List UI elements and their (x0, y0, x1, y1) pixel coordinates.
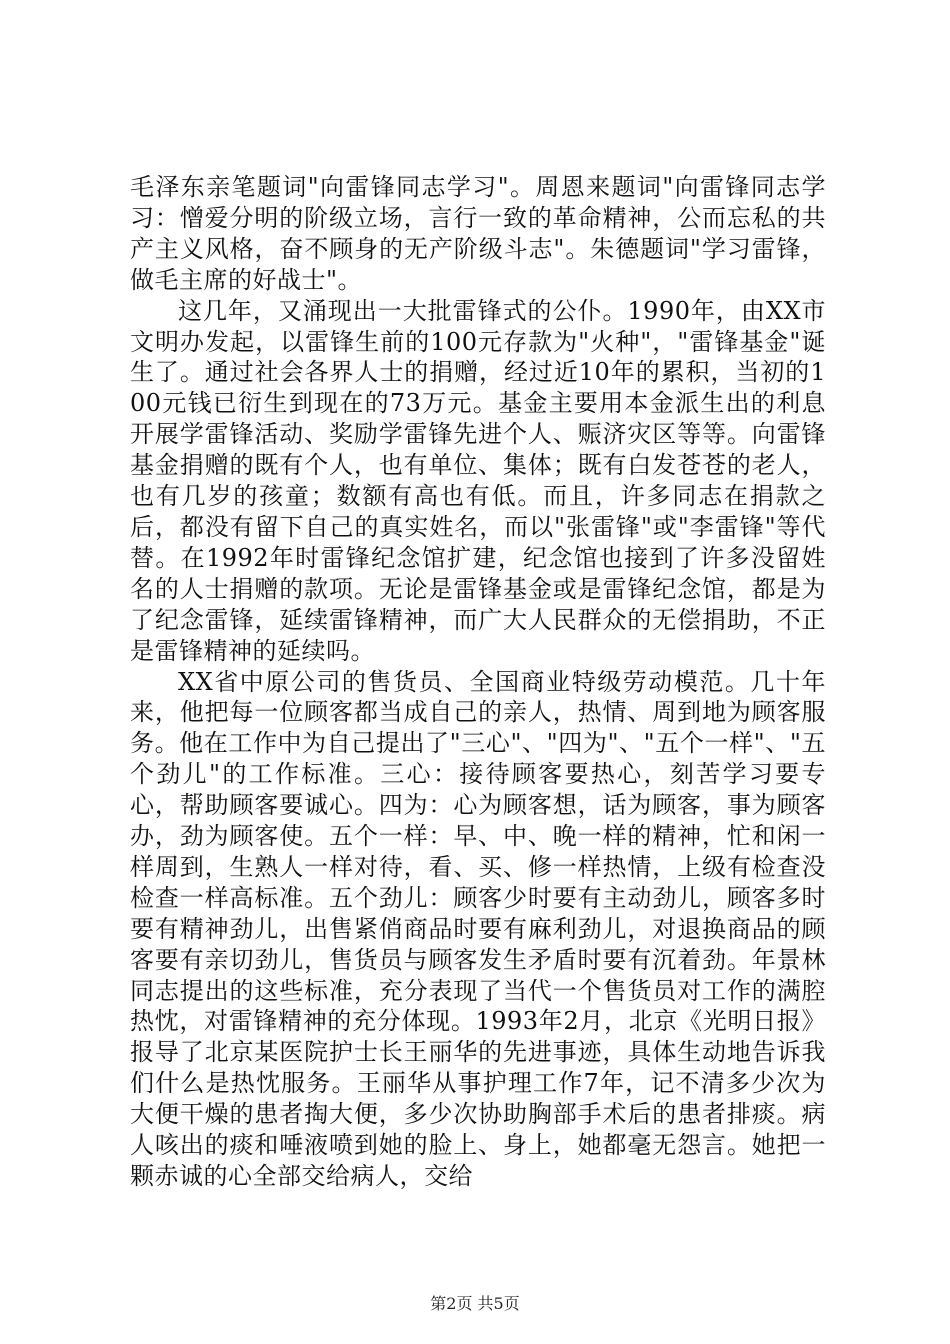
document-body (130, 172, 826, 1192)
paragraph-inscriptions: 毛泽东亲笔题词"向雷锋同志学习"。周恩来题词"向雷锋同志学习：憎爱分明的阶级立场，言行一致的革命精神，公而忘私的共产主义风格，奋不顾身的无产阶级斗志"。朱德题词"学习雷锋，做毛主席的好战士"。 (130, 173, 826, 294)
page-number-footer: 第2页 共5页 (430, 1294, 520, 1313)
paragraph-leifeng-fund: 这几年，又涌现出一大批雷锋式的公仆。1990年，由XX市文明办发起，以雷锋生前的100元存款为"火种"，"雷锋基金"诞生了。通过社会各界人士的捐赠，经过近10年的累积，当初的100元钱已衍生到现在的73万元。基金主要用本金派生出的利息开展学雷锋活动、奖励学雷锋先进个人、赈济灾区等等。向雷锋基金捐赠的既有个人，也有单位、集体；既有白发苍苍的老人，也有几岁的孩童；数额有高也有低。而且，许多同志在捐款之后，都没有留下自己的真实姓名，而以"张雷锋"或"李雷锋"等代替。在1992年时雷锋纪念馆扩建，纪念馆也接到了许多没留姓名的人士捐赠的款项。无论是雷锋基金或是雷锋纪念馆，都是为了纪念雷锋，延续雷锋精神，而广大人民群众的无偿捐助，不正是雷锋精神的延续吗。 (130, 296, 826, 665)
paragraph-model-workers: XX省中原公司的售货员、全国商业特级劳动模范。几十年来，他把每一位顾客都当成自己的亲人，热情、周到地为顾客服务。他在工作中为自己提出了"三心"、"四为"、"五个一样"、"五个劲儿"的工作标准。三心：接待顾客要热心，刻苦学习要专心，帮助顾客要诚心。四为：心为顾客想，话为顾客，事为顾客办，劲为顾客使。五个一样：早、中、晚一样的精神，忙和闲一样周到，生熟人一样对待，看、买、修一样热情，上级有检查没检查一样高标准。五个劲儿：顾客少时要有主动劲儿，顾客多时要有精神劲儿，出售紧俏商品时要有麻利劲儿，对退换商品的顾客要有亲切劲儿，售货员与顾客发生矛盾时要有沉着劲。年景林同志提出的这些标准，充分表现了当代一个售货员对工作的满腔热忱，对雷锋精神的充分体现。1993年2月，北京《光明日报》报导了北京某医院护士长王丽华的先进事迹，具体生动地告诉我们什么是热忱服务。王丽华从事护理工作7年，记不清多少次为大便干燥的患者掏大便，多少次协助胸部手术后的患者排痰。病人咳出的痰和唾液喷到她的脸上、身上，她都毫无怨言。她把一颗赤诚的心全部交给病人，交给 (130, 667, 826, 1190)
